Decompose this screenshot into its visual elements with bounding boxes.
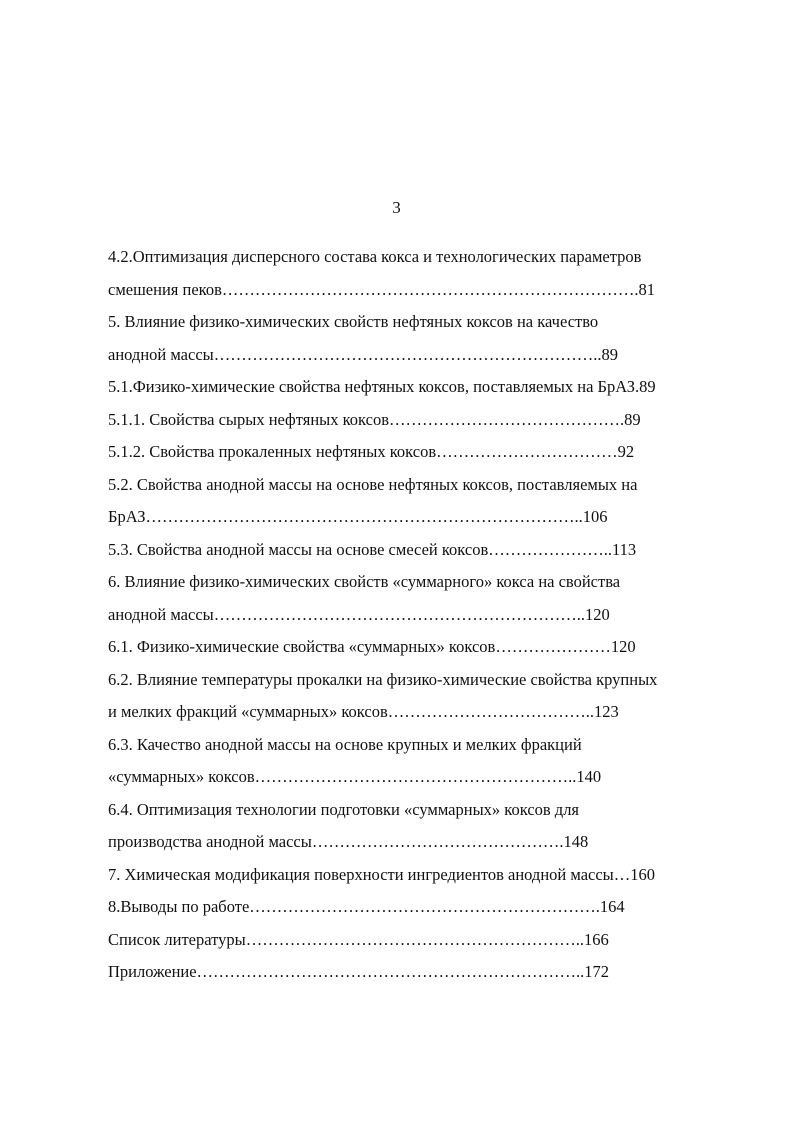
toc-line: анодной массы……………………………………………………………..89 <box>108 344 618 364</box>
toc-line: 5.3. Свойства анодной массы на основе смесей коксов…………………..113 <box>108 539 637 559</box>
toc-line: производства анодной массы……………………………………….148 <box>108 832 589 851</box>
toc-line: 6. Влияние физико-химических свойств «суммарного» кокса на свойства <box>108 572 621 591</box>
toc-line: 5.1.2. Свойства прокаленных нефтяных коксов……………………………92 <box>108 442 635 461</box>
toc-line: Приложение……………………………………………………………..172 <box>108 962 610 981</box>
page-number: 3 <box>392 198 401 217</box>
toc-line: 8.Выводы по работе……………………………………………………….164 <box>108 897 625 916</box>
toc-line: 6.2. Влияние температуры прокалки на физико-химические свойства крупных <box>108 669 658 689</box>
toc-line: 6.1. Физико-химические свойства «суммарных» коксов…………………120 <box>108 637 636 656</box>
toc-line: «суммарных» коксов…………………………………………………..140 <box>108 767 602 786</box>
toc-line: 5.2. Свойства анодной массы на основе нефтяных коксов, поставляемых на <box>108 474 638 494</box>
toc-line: 4.2.Оптимизация дисперсного состава кокса и технологических параметров <box>108 247 642 266</box>
toc-line: 7. Химическая модификация поверхности ингредиентов анодной массы…160 <box>108 864 655 884</box>
toc-line: 6.3. Качество анодной массы на основе крупных и мелких фракций <box>108 734 582 754</box>
toc-line: БрАЗ……………………………………………………………………..106 <box>108 507 608 526</box>
toc-line: 5. Влияние физико-химических свойств нефтяных коксов на качество <box>108 312 599 331</box>
toc-line: 6.4. Оптимизация технологии подготовки «суммарных» коксов для <box>108 799 580 819</box>
toc-line: Список литературы……………………………………………………..166 <box>108 929 609 949</box>
toc-line: и мелких фракций «суммарных» коксов………………………………..123 <box>108 702 619 721</box>
toc-line: анодной массы…………………………………………………………..120 <box>108 604 610 624</box>
toc-line: смешения пеков………………………………………………………………….81 <box>108 279 655 299</box>
table-of-contents <box>108 243 733 991</box>
toc-line: 5.1.Физико-химические свойства нефтяных коксов, поставляемых на БрАЗ.89 <box>108 377 656 396</box>
toc-line: 5.1.1. Свойства сырых нефтяных коксов…………………………………….89 <box>108 409 641 429</box>
